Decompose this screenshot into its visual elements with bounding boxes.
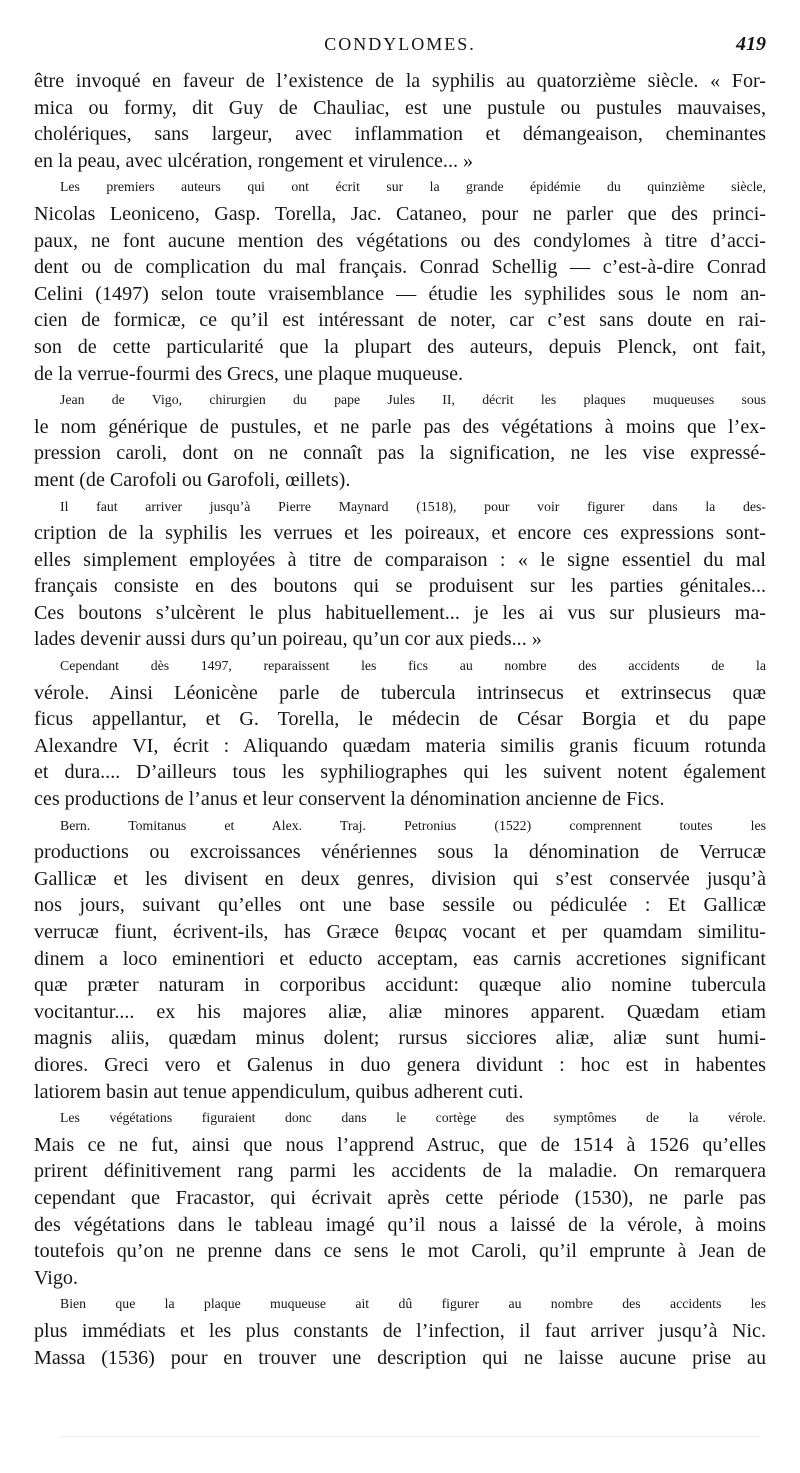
text-line: ces productions de l’anus et leur conservent la dénomination ancienne de Fics. xyxy=(34,788,665,811)
text-line: verrucæ fiunt, écrivent-ils, has Græce θειρας vocant et per quamdam similitu- xyxy=(34,921,766,943)
text-line: Massa (1536) pour en trouver une description qui ne laisse aucune prise au xyxy=(34,1346,766,1369)
text-line: Ces boutons s’ulcèrent le plus habituellement... je les ai vus sur plusieurs ma- xyxy=(34,601,766,624)
text-line: en la peau, avec ulcération, rongement et virulence... » xyxy=(34,149,474,172)
text-line: ment (de Carofoli ou Garofoli, œillets). xyxy=(34,468,351,491)
body-text xyxy=(34,68,766,1371)
text-line: Il faut arriver jusqu’à Pierre Maynard (1518), pour voir figurer dans la des- xyxy=(60,498,766,514)
text-line: des végétations dans le tableau imagé qu’il nous a laissé de la vérole, à moins xyxy=(34,1213,766,1236)
text-line: pression caroli, dont on ne connaît pas la signification, ne les vise expressé- xyxy=(34,442,766,465)
text-line: vérole. Ainsi Léonicène parle de tubercula intrinsecus et extrinsecus quæ xyxy=(34,681,766,704)
page-header xyxy=(34,31,766,57)
text-line: Mais ce ne fut, ainsi que nous l’apprend Astruc, que de 1514 à 1526 qu’elles xyxy=(34,1133,766,1156)
text-line: Bien que la plaque muqueuse ait dû figurer au nombre des accidents les xyxy=(60,1296,766,1312)
text-line: le nom générique de pustules, et ne parle pas des végétations à moins que l’ex- xyxy=(34,415,766,438)
text-line: diores. Greci vero et Galenus in duo genera dividunt : hoc est in habentes xyxy=(34,1053,766,1076)
bottom-scan-artifact xyxy=(60,1436,760,1443)
text-line: productions ou excroissances vénériennes sous la dénomination de Verrucæ xyxy=(34,841,766,864)
text-line: ficus appellantur, et G. Torella, le médecin de César Borgia et du pape xyxy=(34,708,766,731)
text-line: magnis aliis, quædam minus dolent; rursus sicciores aliæ, aliæ sunt humi- xyxy=(34,1027,766,1050)
text-line: Bern. Tomitanus et Alex. Traj. Petronius (1522) comprennent toutes les xyxy=(60,817,766,833)
text-line: prirent définitivement rang parmi les accidents de la maladie. On remarquera xyxy=(34,1160,766,1183)
text-line: toutefois qu’on ne prenne dans ce sens le mot Caroli, qu’il emprunte à Jean de xyxy=(34,1240,766,1263)
text-line: dinem a loco eminentiori et educto acceptam, eas carnis accretiones significant xyxy=(34,947,766,970)
text-line: Jean de Vigo, chirurgien du pape Jules II, décrit les plaques muqueuses sous xyxy=(60,392,766,408)
text-line: français consiste en des boutons qui se produisent sur les parties génitales... xyxy=(34,575,766,598)
text-line: cholériques, sans largeur, avec inflammation et démangeaison, cheminantes xyxy=(34,123,766,146)
text-line: cien de formicæ, ce qu’il est intéressant de noter, car c’est sans doute en rai- xyxy=(34,309,766,332)
text-line: et dura.... D’ailleurs tous les syphiliographes qui les suivent notent également xyxy=(34,761,766,784)
text-line: Cependant dès 1497, reparaissent les fics au nombre des accidents de la xyxy=(60,658,766,674)
text-line: dent ou de complication du mal français. Conrad Schellig — c’est-à-dire Conrad xyxy=(34,256,766,279)
text-line: Celini (1497) selon toute vraisemblance — étudie les syphilides sous le nom an- xyxy=(34,282,766,305)
text-line: plus immédiats et les plus constants de l’infection, il faut arriver jusqu’à Nic. xyxy=(34,1319,766,1342)
text-line: cependant que Fracastor, qui écrivait après cette période (1530), ne parle pas xyxy=(34,1186,766,1209)
page-number: 419 xyxy=(736,33,766,55)
text-line: latiorem basin aut tenue appendiculum, quibus adherent cuti. xyxy=(34,1080,524,1103)
text-line: mica ou formy, dit Guy de Chauliac, est une pustule ou pustules mauvaises, xyxy=(34,96,766,119)
text-line: quæ præter naturam in corporibus accidunt: quæque alio nomine tubercula xyxy=(34,974,766,997)
text-line: Vigo. xyxy=(34,1266,79,1289)
text-line: Alexandre VI, écrit : Aliquando quædam materia similis granis ficuum rotunda xyxy=(34,734,766,757)
text-line: être invoqué en faveur de l’existence de la syphilis au quatorzième siècle. « For- xyxy=(34,70,766,92)
text-line: elles simplement employées à titre de comparaison : « le signe essentiel du mal xyxy=(34,548,766,571)
text-line: Les premiers auteurs qui ont écrit sur la grande épidémie du quinzième siècle, xyxy=(60,179,766,195)
text-line: nos jours, suivant qu’elles ont une base sessile ou pédiculée : Et Gallicæ xyxy=(34,894,766,917)
text-line: Gallicæ et les divisent en deux genres, division qui s’est conservée jusqu’à xyxy=(34,867,766,890)
text-line: son de cette particularité que la plupart des auteurs, depuis Plenck, ont fait, xyxy=(34,335,766,358)
text-line: de la verrue-fourmi des Grecs, une plaque muqueuse. xyxy=(34,362,464,385)
text-line: Nicolas Leoniceno, Gasp. Torella, Jac. Cataneo, pour ne parler que des princi- xyxy=(34,202,766,225)
text-line: paux, ne font aucune mention des végétations ou des condylomes à titre d’acci- xyxy=(34,229,766,252)
text-line: Les végétations figuraient donc dans le cortège des symptômes de la vérole. xyxy=(60,1110,766,1126)
text-line: cription de la syphilis les verrues et les poireaux, et encore ces expressions sont- xyxy=(34,522,766,545)
text-line: lades devenir aussi durs qu’un poireau, qu’un cor aux pieds... » xyxy=(34,628,542,651)
running-title: CONDYLOMES. xyxy=(324,34,476,54)
text-line: vocitantur.... ex his majores aliæ, aliæ minores apparent. Quædam etiam xyxy=(34,1000,766,1023)
